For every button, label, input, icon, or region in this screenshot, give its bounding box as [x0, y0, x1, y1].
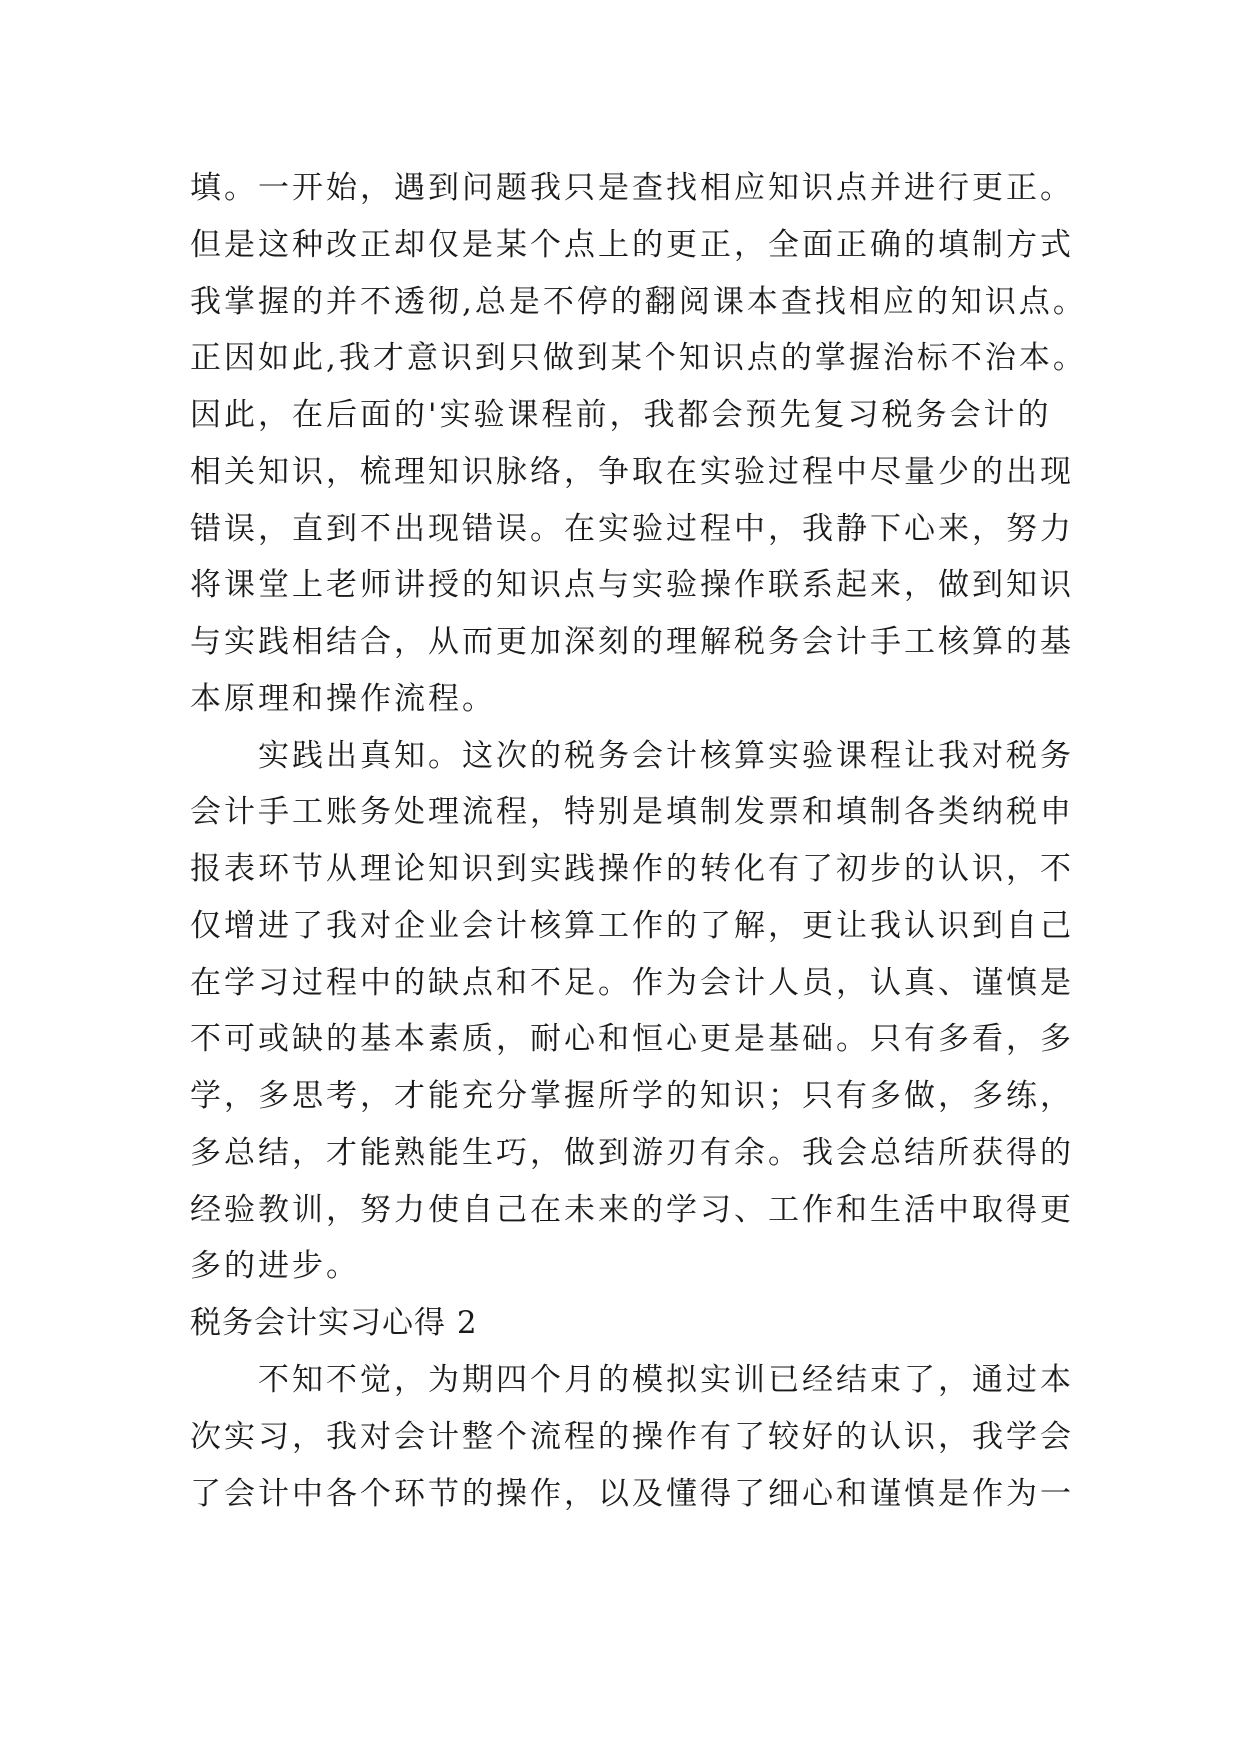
paragraph-line: 填。一开始，遇到问题我只是查找相应知识点并进行更正。 — [190, 170, 1074, 206]
paragraph-line: 因此，在后面的'实验课程前，我都会预先复习税务会计的 — [190, 397, 1052, 433]
section-heading: 税务会计实习心得 2 — [190, 1305, 478, 1341]
paragraph-line: 会计手工账务处理流程，特别是填制发票和填制各类纳税申 — [190, 794, 1074, 830]
paragraph-line: 与实践相结合，从而更加深刻的理解税务会计手工核算的基 — [190, 624, 1074, 660]
paragraph-line: 多总结，才能熟能生巧，做到游刃有余。我会总结所获得的 — [190, 1135, 1074, 1171]
paragraph-line: 正因如此,我才意识到只做到某个知识点的掌握治标不治本。 — [190, 340, 1087, 376]
paragraph-line: 相关知识，梳理知识脉络，争取在实验过程中尽量少的出现 — [190, 454, 1074, 490]
paragraph-line: 不知不觉，为期四个月的模拟实训已经结束了，通过本 — [258, 1362, 1074, 1398]
paragraph-line: 报表环节从理论知识到实践操作的转化有了初步的认识，不 — [190, 851, 1074, 887]
paragraph-line: 次实习，我对会计整个流程的操作有了较好的认识，我学会 — [190, 1419, 1074, 1455]
paragraph-line: 本原理和操作流程。 — [190, 681, 496, 717]
paragraph-line: 不可或缺的基本素质，耐心和恒心更是基础。只有多看，多 — [190, 1021, 1074, 1057]
paragraph-line: 我掌握的并不透彻,总是不停的翻阅课本查找相应的知识点。 — [190, 284, 1087, 320]
paragraph-line: 仅增进了我对企业会计核算工作的了解，更让我认识到自己 — [190, 908, 1074, 944]
paragraph-line: 多的进步。 — [190, 1248, 360, 1284]
paragraph-line: 了会计中各个环节的操作，以及懂得了细心和谨慎是作为一 — [190, 1476, 1074, 1512]
paragraph-line: 将课堂上老师讲授的知识点与实验操作联系起来，做到知识 — [190, 567, 1074, 603]
paragraph-line: 经验教训，努力使自己在未来的学习、工作和生活中取得更 — [190, 1192, 1074, 1228]
paragraph-line: 但是这种改正却仅是某个点上的更正，全面正确的填制方式 — [190, 227, 1074, 263]
paragraph-line: 学，多思考，才能充分掌握所学的知识；只有多做，多练， — [190, 1078, 1074, 1114]
paragraph-line: 实践出真知。这次的税务会计核算实验课程让我对税务 — [258, 738, 1074, 774]
paragraph-line: 错误，直到不出现错误。在实验过程中，我静下心来，努力 — [190, 511, 1074, 547]
paragraph-line: 在学习过程中的缺点和不足。作为会计人员，认真、谨慎是 — [190, 965, 1074, 1001]
